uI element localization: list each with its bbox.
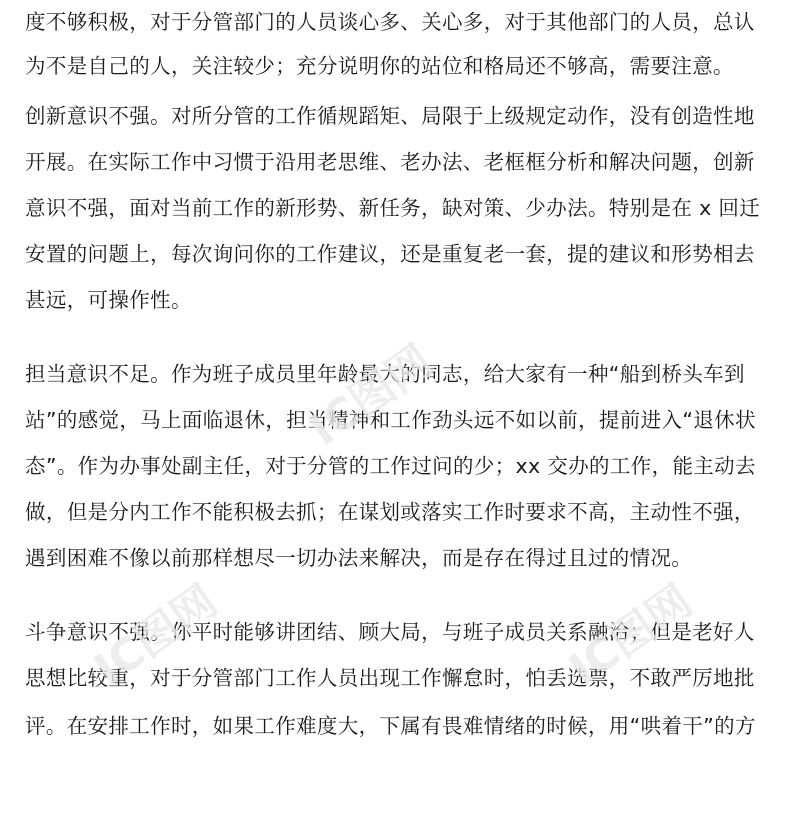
text-line-6: 安置的问题上，每次询问你的工作建议，还是重复老一套，提的建议和形势相去 bbox=[25, 242, 755, 266]
text-line-14: 思想比较重，对于分管部门工作人员出现工作懈怠时，怕丢选票，不敢严厉地批 bbox=[25, 666, 755, 690]
watermark-left: IC图网 bbox=[85, 575, 227, 696]
text-line-5: 意识不强，面对当前工作的新形势、新任务，缺对策、少办法。特别是在 x 回迁 bbox=[25, 196, 761, 220]
text-line-8: 担当意识不足。作为班子成员里年龄最大的同志，给大家有一种“船到桥头车到 bbox=[25, 362, 745, 386]
text-line-12: 遇到困难不像以前那样想尽一切办法来解决，而是存在得过且过的情况。 bbox=[25, 546, 693, 570]
text-line-2: 为不是自己的人，关注较少；充分说明你的站位和格局还不够高，需要注意。 bbox=[25, 54, 734, 78]
text-line-15: 评。在安排工作时，如果工作难度大，下属有畏难情绪的时候，用“哄着干”的方 bbox=[25, 714, 756, 738]
text-line-4: 开展。在实际工作中习惯于沿用老思维、老办法、老框框分析和解决问题，创新 bbox=[25, 150, 755, 174]
text-line-1: 度不够积极，对于分管部门的人员谈心多、关心多，对于其他部门的人员，总认 bbox=[25, 10, 755, 34]
text-line-11: 做，但是分内工作不能积极去抓；在谋划或落实工作时要求不高，主动性不强， bbox=[25, 500, 755, 524]
text-line-10: 态”。作为办事处副主任，对于分管的工作过问的少；xx 交办的工作，能主动去 bbox=[25, 454, 756, 478]
text-line-3: 创新意识不强。对所分管的工作循规蹈矩、局限于上级规定动作，没有创造性地 bbox=[25, 104, 755, 128]
text-line-9: 站”的感觉，马上面临退休，担当精神和工作劲头远不如以前，提前进入“退休状 bbox=[25, 408, 756, 432]
text-line-7: 甚远，可操作性。 bbox=[25, 288, 192, 312]
text-line-13: 斗争意识不强。你平时能够讲团结、顾大局，与班子成员关系融洽；但是老好人 bbox=[25, 620, 755, 644]
watermark-center: IC图网 bbox=[300, 335, 442, 456]
watermark-right: IC图网 bbox=[560, 575, 702, 696]
